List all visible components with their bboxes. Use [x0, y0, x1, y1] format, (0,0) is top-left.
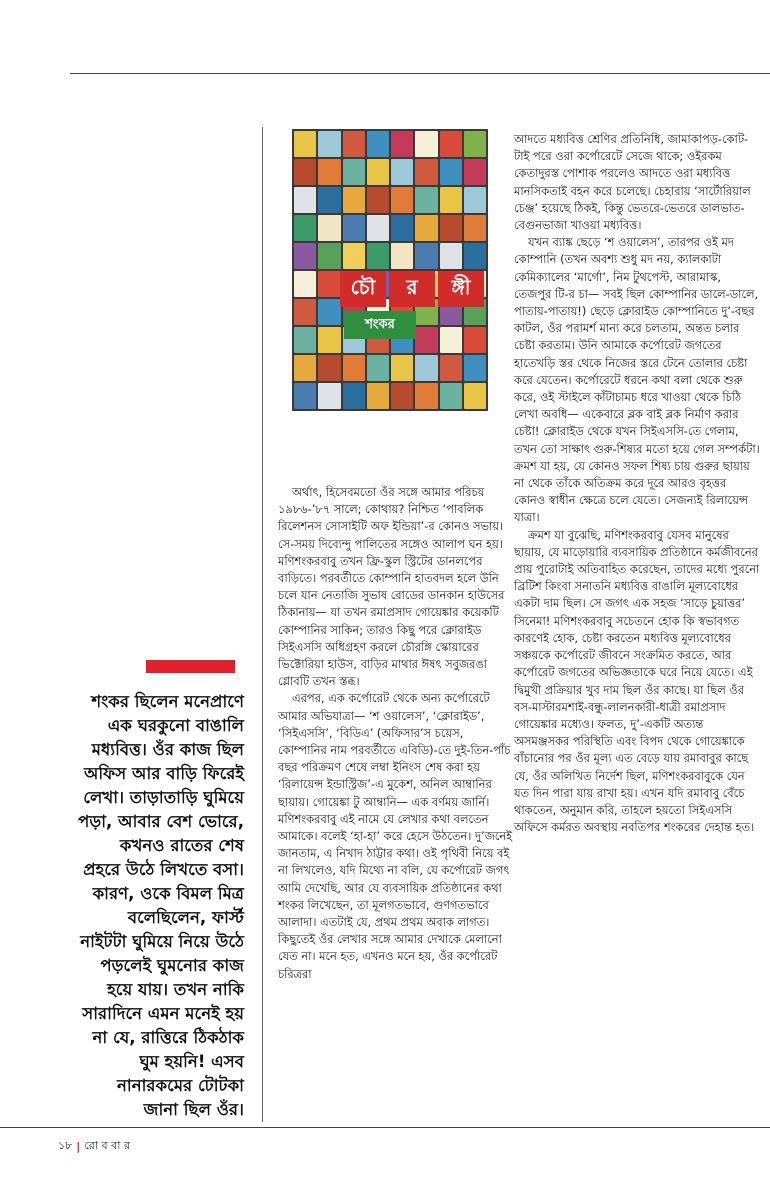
cover-stamp-tile: [318, 327, 340, 353]
cover-stamp-tile: [415, 383, 437, 409]
book-cover-image: [292, 129, 488, 411]
cover-stamp-tile: [415, 159, 437, 185]
column-divider: [262, 127, 263, 1122]
cover-stamp-tile: [367, 159, 389, 185]
cover-stamp-tile: [343, 243, 365, 269]
cover-stamp-tile: [415, 187, 437, 213]
cover-stamp-tile: [415, 355, 437, 381]
article-paragraph: অর্থাৎ, হিসেবমতো ওঁর সঙ্গে আমার পরিচয় ১৯৮৬-’৮৭ সালে; কোথায়? নিশ্চিত ‘পাবলিক রিলেশনস সোসাইটি অফ ইন্ডিয়া’-র কোনও সভায়। সে-সময় দিব্যেন্দু পালিতের সঙ্গেও আলাপ ঘন হয়। মণিশংকরবাবু তখন ফ্রি-স্কুল স্ট্রিটের ডানলপের বাড়িতে। পরবর্তীতে কোম্পানি হাতবদল হলে উনি চলে যান নেতাজি সুভাষ রোডের ডানকান হাউসের ঠিকানায়— যা তখন রমাপ্রসাদ গোয়েঙ্কার কয়েকটি কোম্পানির সাকিন; তারও কিছু পরে ক্লোরাইড সিইএসসি অধিগ্রহণ করলে চৌরঙ্গি স্কোয়ারের ভিক্টোরিয়া হাউস, বাড়ির মাথার ঈষৎ সবুজরঙা গ্লোবটি তখন স্তব্ধ।: [278, 485, 505, 689]
cover-stamp-tile: [294, 383, 316, 409]
cover-stamp-tile: [391, 355, 413, 381]
cover-author: শংকর: [344, 311, 416, 339]
cover-stamp-tile: [440, 327, 462, 353]
cover-stamp-tile: [367, 215, 389, 241]
cover-stamp-tile: [367, 187, 389, 213]
cover-stamp-tile: [343, 383, 365, 409]
cover-stamp-tile: [367, 243, 389, 269]
bottom-rule: [0, 1127, 770, 1128]
cover-stamp-tile: [440, 355, 462, 381]
cover-stamp-tile: [440, 215, 462, 241]
magazine-name: রো ব বা র: [84, 1139, 130, 1152]
cover-stamp-tile: [294, 355, 316, 381]
cover-title-letter: র: [389, 271, 435, 307]
cover-title-letter: চৌ: [340, 271, 386, 307]
cover-stamp-tile: [415, 327, 437, 353]
cover-stamp-tile: [343, 131, 365, 157]
cover-stamp-tile: [391, 187, 413, 213]
cover-stamp-tile: [294, 243, 316, 269]
cover-stamp-tile: [367, 383, 389, 409]
cover-stamp-tile: [440, 131, 462, 157]
cover-stamp-tile: [464, 355, 486, 381]
cover-stamp-tile: [391, 243, 413, 269]
article-paragraph: ক্রমশ যা বুঝেছি, মণিশংকরবাবু যেসব মানুষের ছায়ায়, যে মাড়োয়ারি ব্যবসায়িক প্রতিষ্ঠানে কর্মজীবনের প্রায় পুরোটাই অতিবাহিত করেছেন, তাদের মধ্যে পুরনো ব্রিটিশ কিংবা সনাতনি মধ্যবিত্ত বাঙালি মূল্যবোধের একটা দাম ছিল। সে জগৎ এক সহজ ‘সাড়ে চুয়াত্তর’ সিনেমা! মণিশংকরবাবু সচেতনে হোক কি স্বভাবগত কারণেই হোক, চেষ্টা করতেন মধ্যবিত্ত মূল্যবোধের সঞ্চয়কে কর্পোরেট জীবনে সংক্রমিত করতে, আর কর্পোরেট জগতের অভিজ্ঞতাকে ঘরে নিয়ে যেতে। এই দ্বিমুখী প্রক্রিয়ার খুব দাম ছিল ওঁর কাছে। যা ছিল ওঁর বস-মাস্টারমশাই-বন্ধু-লালনকারী-ধাত্রী রমাপ্রসাদ গোয়েঙ্কার মধ্যেও। ফলত, দু’-একটি অত্যন্ত অসমঞ্জসকর পরিস্থিতি এবং বিপদ থেকে গোয়েঙ্কাকে বাঁচানোর পর ওঁর মূল্য এত বেড়ে যায় রমাবাবুর কাছে যে, ওঁর অলিখিত নির্দেশ ছিল, মণিশংকরবাবুকে যেন যত দিন পারা যায় রাখা হয়। এখন যদি রমাবাবু বেঁচে থাকতেন, অনুমান করি, তাহলে হয়তো সিইএসসি অফিসে কর্মরত অবস্থায় নবতিপর শংকরের দেহান্ত হত।: [514, 527, 760, 835]
cover-stamp-tile: [391, 131, 413, 157]
article-paragraph: যখন ব্যাঙ্ক ছেড়ে ‘শ ওয়ালেস’, তারপর ওই মদ কোম্পানি (তখন অবশ্য শুধু মদ নয়, ক্যালকাটা কেমিক্যালের ‘মার্গো’, নিম টুথপেস্ট, আরামাস্ক, তেজপুর টি-র চা— সবই ছিল কোম্পানির ডালে-ডালে, পাতায়-পাতায়!) ছেড়ে ক্লোরাইড কোম্পানিতে দু’-বছর কাটল, ওঁর পরামর্শ মান্য করে চলতাম, অন্তত চলার চেষ্টা করতাম। উনি আমাকে কর্পোরেট জগতের হাতেখড়ি স্তর থেকে নিজের স্তরে টেনে তোলার চেষ্টা করে যেতেন। কর্পোরেটে ধরনে কথা বলা থেকে শুরু করে, ওই স্টাইলে কাঁটাচামচ ধরে খাওয়া থেকে চিঠি লেখা অবধি— একেবারে ব্লক বাই ব্লক নির্মাণ করার চেষ্টা! ক্লোরাইড থেকে যখন সিইএসসি-তে গেলাম, তখন তো সাক্ষাৎ গুরু-শিষ্যর মতো হয়ে গেল সম্পর্কটা। ক্রমশ যা হয়, যে কোনও সফল শিষ্য চায় গুরুর ছায়ায় না থেকে তাঁকে অতিক্রম করে দূরে আরও বৃহত্তর কোনও স্বাধীন ক্ষেত্রে চলে যেতে। সেজন্যই রিলায়েন্স যাত্রা।: [514, 235, 760, 525]
pull-quote-accent-bar: [146, 660, 235, 673]
cover-stamp-tile: [464, 327, 486, 353]
cover-stamp-tile: [294, 327, 316, 353]
page-footer: [58, 1137, 130, 1156]
article-paragraph: এরপর, এক কর্পোরেট থেকে অন্য কর্পোরেটে আমার অভিযাত্রা— ‘শ ওয়ালেস’, ‘ক্লোরাইড’, ‘সিইএসসি’, ‘বিডিএ’ (অফিসার’স চয়েস, কোম্পানির নাম পরবর্তীতে এবিডি)-তে দুই-তিন-পাঁচ বছর পরিক্রমণ শেষে লম্বা ইনিংস শেষ করা হয় ‘রিলায়েন্স ইন্ডাস্ট্রিজ’-এ মুকেশ, অনিল আম্বানির ছায়ায়। গোয়েঙ্কা টু আম্বানি— এক বর্ণময় জার্নি। মণিশংকরবাবু এই নামে যে লেখার কথা বলতেন আমাকে। বলেই ‘হা-হা’ করে হেসে উঠতেন। দু’জনেই জানতাম, এ নিখাদ ঠাট্টার কথা। ওই পৃথিবী নিয়ে বই না লিখলেও, যদি মিথ্যে না বলি, যে কর্পোরেট জগৎ আমি দেখেছি, আর যে ব্যবসায়িক প্রতিষ্ঠানের কথা শংকর লিখেছেন, তা মূলগতভাবে, গুণগতভাবে আলাদা। এতটাই যে, প্রথম প্রথম অবাক লাগত। কিছুতেই ওঁর লেখার সঙ্গে আমার দেখাকে মেলানো যেত না। মনে হত, এখনও মনে হয়, ওঁর কর্পোরেট চরিত্ররা: [278, 691, 513, 981]
cover-stamp-tile: [343, 215, 365, 241]
cover-stamp-tile: [343, 187, 365, 213]
cover-stamp-tile: [464, 131, 486, 157]
cover-stamp-tile: [318, 215, 340, 241]
cover-stamp-tile: [415, 215, 437, 241]
cover-stamp-tile: [343, 159, 365, 185]
cover-stamp-tile: [294, 131, 316, 157]
cover-stamp-tile: [367, 131, 389, 157]
cover-stamp-tile: [343, 355, 365, 381]
footer-separator: |: [76, 1140, 81, 1153]
cover-title-letter: ঙ্গী: [438, 271, 484, 307]
cover-stamp-grid: [292, 129, 488, 411]
cover-stamp-tile: [318, 383, 340, 409]
cover-title: [340, 271, 484, 307]
cover-stamp-tile: [318, 131, 340, 157]
cover-stamp-tile: [464, 243, 486, 269]
cover-stamp-tile: [318, 355, 340, 381]
top-rule: [70, 73, 770, 74]
cover-stamp-tile: [294, 187, 316, 213]
cover-stamp-tile: [294, 271, 316, 297]
cover-stamp-tile: [464, 215, 486, 241]
cover-stamp-tile: [464, 159, 486, 185]
cover-stamp-tile: [318, 243, 340, 269]
cover-stamp-tile: [440, 243, 462, 269]
cover-stamp-tile: [318, 187, 340, 213]
pull-quote: শংকর ছিলেন মনেপ্রাণে এক ঘরকুনো বাঙালি মধ্যবিত্ত। ওঁর কাজ ছিল অফিস আর বাড়ি ফিরেই লেখা। তাড়াতাড়ি ঘুমিয়ে পড়া, আবার বেশ ভোরে, কখনও রাতের শেষ প্রহরে উঠে লিখতে বসা। কারণ, ওকে বিমল মিত্র বলেছিলেন, ফার্স্ট নাইটটা ঘুমিয়ে নিয়ে উঠে পড়লেই ঘুমনোর কাজ হয়ে যায়। তখন নাকি সারাদিনে এমন মনেই হয় না যে, রাত্তিরে ঠিকঠাক ঘুম হয়নি! এসব নানারকমের টোটকা জানা ছিল ওঁর।: [78, 692, 244, 1119]
cover-stamp-tile: [415, 243, 437, 269]
cover-stamp-tile: [440, 159, 462, 185]
cover-stamp-tile: [391, 159, 413, 185]
cover-stamp-tile: [294, 215, 316, 241]
cover-stamp-tile: [464, 383, 486, 409]
cover-stamp-tile: [440, 187, 462, 213]
cover-stamp-tile: [367, 355, 389, 381]
cover-stamp-tile: [464, 187, 486, 213]
article-paragraph: আদতে মধ্যবিত্ত শ্রেণির প্রতিনিধি, জামাকাপড়-কোট-টাই পরে ওরা কর্পোরেটে সেজে থাকে; ওইরকম কেতাদুরস্ত পোশাক পরলেও আদতে ওরা মধ্যবিত্ত মানসিকতাই বহন করে চলেছে। চেহারায় ‘সার্টোরিয়াল চেঞ্জ’ হয়েছে ঠিকই, কিন্তু ভেতরে-ভেতরে ডালভাত-বেগুনভাজা খাওয়া মধ্যবিত্ত।: [514, 132, 751, 233]
article-column-middle: [278, 484, 514, 983]
cover-stamp-tile: [318, 299, 340, 325]
article-column-right: [514, 131, 760, 836]
cover-stamp-tile: [318, 159, 340, 185]
cover-stamp-tile: [318, 271, 340, 297]
cover-stamp-tile: [294, 299, 316, 325]
cover-stamp-tile: [440, 383, 462, 409]
cover-stamp-tile: [391, 215, 413, 241]
page-number: ১৮: [58, 1139, 73, 1152]
cover-stamp-tile: [391, 383, 413, 409]
cover-stamp-tile: [415, 131, 437, 157]
cover-stamp-tile: [294, 159, 316, 185]
